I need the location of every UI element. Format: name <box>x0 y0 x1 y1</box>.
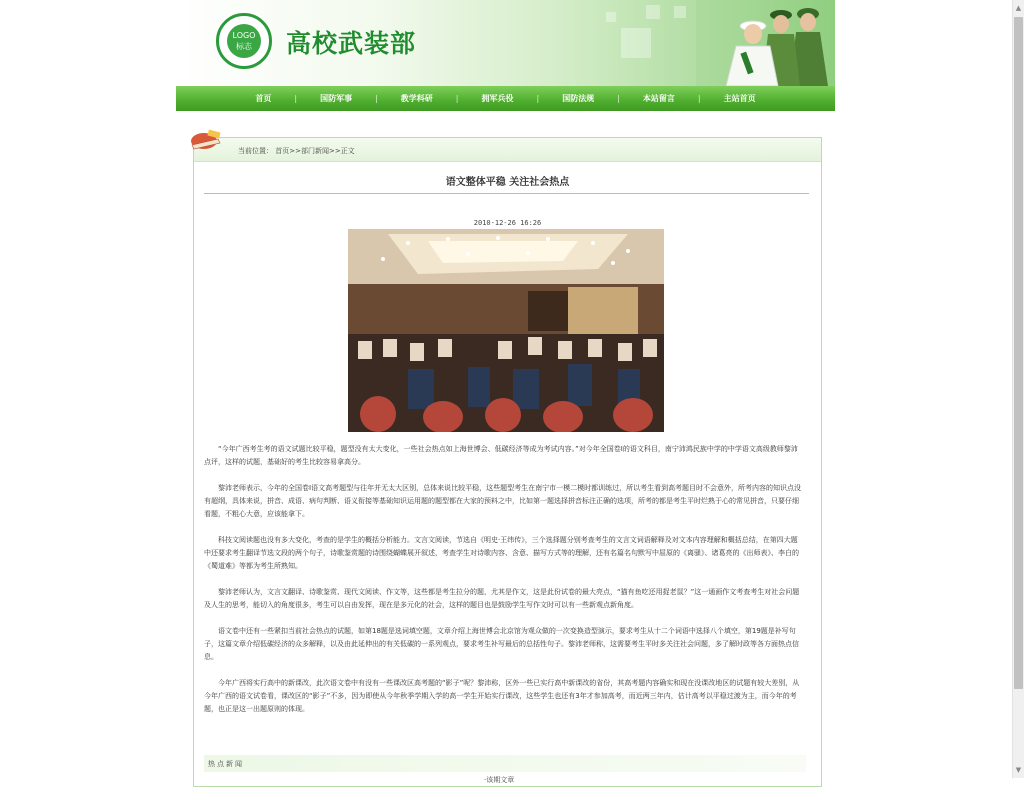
hot-news-header <box>204 755 806 772</box>
decor-square <box>606 12 616 22</box>
article-panel <box>193 137 822 787</box>
article-paragraph: “今年广西考生考的语文试题比较平稳，题型没有太大变化，一些社会热点如上海世博会、低碳经济等成为考试内容。”对今年全国卷Ⅰ的语文科目，南宁沛鸿民族中学的中学语文高级教师黎沛点评，这样的试题，基础好的考生比较容易拿高分。 <box>204 445 798 466</box>
decor-square <box>621 28 651 58</box>
decor-square <box>674 6 686 18</box>
nav-separator: | <box>455 94 459 103</box>
article-paragraph: 黎沛老师表示，今年的全国卷Ⅰ语文高考题型与往年并无太大区别，总体来说比较平稳，这些题型考生在南宁市一模二模时都训练过，所以考生看到高考题目时不会意外，所考内容的知识点没有超纲，具体来说，拼音、成语、病句判断、语义衔接等基础知识运用题的题型都在大家的预料之中，比如第一题选择拼音标注正确的选项，所考的都是考生平时烂熟于心的常见拼音，只要仔细看题，不粗心大意，应该能拿下。 <box>204 484 802 518</box>
nav-separator: | <box>536 94 540 103</box>
decor-square <box>646 5 660 19</box>
hot-news-item[interactable]: ·该期文章 <box>484 776 515 784</box>
publish-date: 2010-12-26 16:26 <box>473 219 542 227</box>
title-divider <box>204 193 809 194</box>
breadcrumb-bar <box>194 138 821 162</box>
nav-teaching-research[interactable]: 教学科研 <box>400 94 433 103</box>
main-nav <box>176 86 835 111</box>
breadcrumb: 当前位置： 首页>>部门新闻>>正文 <box>238 147 355 155</box>
nav-guestbook[interactable]: 本站留言 <box>642 94 675 103</box>
nav-home[interactable]: 首页 <box>255 94 272 103</box>
article-body <box>204 443 804 729</box>
logo-text: LOGO <box>232 31 256 40</box>
article-title: 语文整体平稳 关注社会热点 <box>445 177 570 188</box>
logo-subtext: 标志 <box>236 42 252 51</box>
article-paragraph: 今年广西将实行高中的新课改，此次语文卷中有没有一些课改区高考题的“影子”呢？黎沛称，区外一些已实行高中新课改的省份，其高考题内容确实和现在没课改地区的试题有较大差别，从今年广西的语文试卷看，课改区的“影子”不多，因为即使从今年秋季学期入学的高一学生开始实行课改，这些学生也还有3年才参加高考，而近两三年内，估计高考以平稳过渡为主，而今年的考题，也正是这一出题原则的体现。 <box>204 679 800 713</box>
site-title: 高校武装部 <box>286 29 417 58</box>
nav-defense-law[interactable]: 国防法规 <box>562 94 595 103</box>
meeting-photo <box>348 229 664 432</box>
scroll-thumb[interactable] <box>1014 17 1023 689</box>
book-icon <box>188 129 224 153</box>
article-paragraph: 语文卷中还有一些紧扣当前社会热点的试题，如第18题是选词填空题，文章介绍上海世博会北京馆为观众做的一次变换造型演示，要求考生从十二个词语中选择八个填空，第19题是补写句子，这篇文章介绍低碳经济的众多解释，以及由此延伸出的有关低碳的一系列观点，要求考生补写最后的总括性句子。黎沛老师称，这需要考生平时多关注社会问题，多了解时政等各方面热点信息。 <box>204 627 799 661</box>
logo-badge <box>227 24 261 58</box>
nav-separator: | <box>294 94 298 103</box>
nav-army-support[interactable]: 拥军兵役 <box>481 94 514 103</box>
nav-defense-military[interactable]: 国防军事 <box>320 94 353 103</box>
site-header <box>176 0 835 86</box>
vertical-scrollbar[interactable] <box>1012 0 1024 778</box>
site-logo[interactable] <box>216 13 272 69</box>
scroll-down-arrow-icon[interactable]: ▼ <box>1015 766 1022 774</box>
scroll-up-arrow-icon[interactable]: ▲ <box>1015 4 1022 12</box>
article-paragraph: 黎沛老师认为，文言文翻译、诗歌鉴赏、现代文阅读、作文等，这些都是考生拉分的题，尤其是作文，这是此份试卷的最大亮点，“猫有鱼吃还用捉老鼠？”这一通画作文考查考生对社会问题及人生的思考，能切入的角度很多，考生可以自由发挥，现在是多元化的社会，这样的题目也是鼓励学生写作文时可以有一些新观点新角度。 <box>204 588 800 609</box>
nav-separator: | <box>375 94 378 103</box>
nav-separator: | <box>617 94 620 103</box>
soldiers-image <box>696 0 835 86</box>
hot-news-title: 热点新闻 <box>208 760 244 768</box>
article-paragraph: 科技文阅读题也没有多大变化，考查的是学生的概括分析能力。文言文阅读，节选自《明史·王纬传》，三个选择题分别考查考生的文言文词语解释及对文本内容理解和概括总结，在第四大题中还要求考生翻译节选文段的两个句子，诗歌鉴赏题的诗围绕蝴蝶展开叙述，考查学生对诗歌内容、含意、描写方式等的理解，还有名篇名句默写中屈原的《离骚》、诸葛亮的《出师表》、李白的《蜀道难》等都为考生所熟知。 <box>204 536 799 570</box>
nav-separator: | <box>697 94 701 103</box>
nav-main-site[interactable]: 主站首页 <box>723 94 756 103</box>
